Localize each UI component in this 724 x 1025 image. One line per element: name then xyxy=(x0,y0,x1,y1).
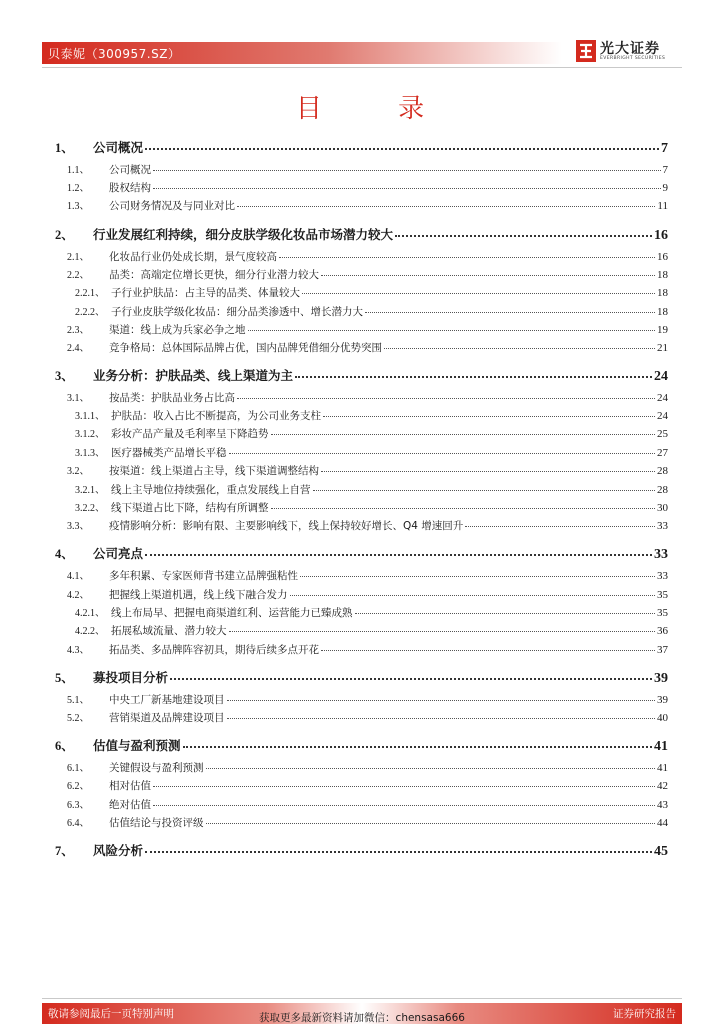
toc-entry[interactable] xyxy=(55,691,668,709)
toc-entry-page: 16 xyxy=(654,228,668,243)
toc-entry-number: 2.4、 xyxy=(67,343,90,354)
toc-entry-page: 7 xyxy=(662,164,668,176)
toc-entry-title: 估值与盈利预测 xyxy=(93,738,181,753)
toc-entry[interactable] xyxy=(55,641,668,659)
toc-entry-page: 24 xyxy=(657,392,668,404)
toc-entry-title: 按渠道：线上渠道占主导，线下渠道调整结构 xyxy=(109,465,319,477)
toc-entry[interactable] xyxy=(55,499,668,517)
toc-entry[interactable] xyxy=(55,604,668,622)
toc-entry-page: 39 xyxy=(657,694,668,706)
dot-leader xyxy=(153,786,655,787)
toc-entry-title: 医疗器械类产品增长平稳 xyxy=(111,447,227,459)
toc-entry-title: 公司亮点 xyxy=(93,546,144,561)
toc-entry[interactable] xyxy=(55,517,668,535)
toc-entry-page: 24 xyxy=(657,410,668,422)
toc-entry-title: 估值结论与投资评级 xyxy=(109,817,204,829)
header-divider xyxy=(42,67,682,68)
toc-entry-number: 2.3、 xyxy=(67,325,90,336)
toc-entry[interactable] xyxy=(55,321,668,339)
toc-entry-number: 4.1、 xyxy=(67,571,90,582)
toc-entry-page: 43 xyxy=(657,799,668,811)
toc-entry[interactable] xyxy=(55,777,668,795)
toc-entry-page: 30 xyxy=(657,502,668,514)
dot-leader xyxy=(229,453,656,454)
dot-leader xyxy=(465,526,655,527)
toc-entry-number: 6.1、 xyxy=(67,763,90,774)
toc-entry-number: 4.2.1、 xyxy=(75,608,105,619)
toc-entry-page: 35 xyxy=(657,589,668,601)
toc-entry-title: 按品类：护肤品业务占比高 xyxy=(109,392,235,404)
toc-entry-title: 拓品类、多品牌阵容初具，期待后续多点开花 xyxy=(109,644,319,656)
toc-entry-number: 7、 xyxy=(55,844,74,858)
toc-entry-title: 股权结构 xyxy=(109,182,151,194)
dot-leader xyxy=(355,613,656,614)
toc-entry[interactable] xyxy=(55,567,668,585)
dot-leader xyxy=(321,650,655,651)
toc-entry-page: 36 xyxy=(657,625,668,637)
toc-entry[interactable] xyxy=(55,425,668,443)
toc-entry-title: 多年积累、专家医师背书建立品牌强粘性 xyxy=(109,570,298,582)
brand-name-en: EVERBRIGHT SECURITIES xyxy=(600,56,666,61)
dot-leader xyxy=(183,746,652,748)
brand-name: 光大证券 xyxy=(600,41,660,57)
toc-entry-number: 4、 xyxy=(55,547,74,561)
dot-leader xyxy=(248,330,656,331)
toc-entry-title: 营销渠道及品牌建设项目 xyxy=(109,712,225,724)
dot-leader xyxy=(206,823,656,824)
toc-entry-title: 渠道：线上成为兵家必争之地 xyxy=(109,324,246,336)
toc-entry-number: 6、 xyxy=(55,739,74,753)
toc-entry[interactable] xyxy=(55,759,668,777)
toc-entry-title: 业务分析：护肤品类、线上渠道为主 xyxy=(93,368,294,383)
toc-entry-page: 33 xyxy=(657,520,668,532)
toc-entry[interactable] xyxy=(55,161,668,179)
dot-leader xyxy=(300,576,655,577)
footer-divider xyxy=(42,998,682,999)
dot-leader xyxy=(323,416,655,417)
dot-leader xyxy=(313,490,656,491)
toc-entry-number: 3.2.2、 xyxy=(75,503,105,514)
report-type: 证券研究报告 xyxy=(613,1008,676,1020)
toc-entry-title: 子行业护肤品：占主导的品类、体量较大 xyxy=(111,287,300,299)
brand-logo xyxy=(576,38,686,66)
toc-entry[interactable] xyxy=(55,481,668,499)
toc-entry-number: 3.3、 xyxy=(67,521,90,532)
toc-entry-page: 9 xyxy=(662,182,668,194)
toc-entry-page: 37 xyxy=(657,644,668,656)
toc-entry-number: 3.1.3、 xyxy=(75,448,105,459)
toc-entry-number: 3.1.2、 xyxy=(75,429,105,440)
brand-logo-icon xyxy=(576,40,596,62)
toc-entry-number: 2.2、 xyxy=(67,270,90,281)
toc-entry[interactable] xyxy=(55,138,668,156)
dot-leader xyxy=(170,678,652,680)
toc-entry-page: 45 xyxy=(654,844,668,859)
toc-entry-title: 公司财务情况及与同业对比 xyxy=(109,200,235,212)
toc-entry[interactable] xyxy=(55,709,668,727)
toc-entry[interactable] xyxy=(55,444,668,462)
toc-entry-title: 相对估值 xyxy=(109,780,151,792)
toc-entry-number: 3.2、 xyxy=(67,466,90,477)
toc-entry[interactable] xyxy=(55,284,668,302)
toc-entry[interactable] xyxy=(55,796,668,814)
toc-entry-page: 33 xyxy=(657,570,668,582)
footer-contact: 获取更多最新资料请加微信：chensasa666 xyxy=(259,1012,465,1024)
toc-entry-title: 品类：高端定位增长更快，细分行业潜力较大 xyxy=(109,269,319,281)
toc-entry-page: 39 xyxy=(654,671,668,686)
toc-entry-page: 42 xyxy=(657,780,668,792)
toc-entry-title: 公司概况 xyxy=(109,164,151,176)
toc-entry-title: 竞争格局：总体国际品牌占优，国内品牌凭借细分优势突围 xyxy=(109,342,382,354)
dot-leader xyxy=(295,376,652,378)
toc-entry-number: 1、 xyxy=(55,141,74,155)
toc-entry[interactable] xyxy=(55,814,668,832)
toc-entry-number: 1.1、 xyxy=(67,165,90,176)
toc-entry-number: 3、 xyxy=(55,369,74,383)
toc-entry-title: 护肤品：收入占比不断提高，为公司业务支柱 xyxy=(111,410,321,422)
toc-entry-page: 18 xyxy=(657,287,668,299)
toc-entry[interactable] xyxy=(55,266,668,284)
toc-entry-page: 18 xyxy=(657,306,668,318)
toc-entry-title: 公司概况 xyxy=(93,140,144,155)
toc-entry[interactable] xyxy=(55,248,668,266)
toc-entry-page: 28 xyxy=(657,484,668,496)
toc-entry-number: 2.1、 xyxy=(67,252,90,263)
toc-entry[interactable] xyxy=(55,197,668,215)
toc-entry-title: 关键假设与盈利预测 xyxy=(109,762,204,774)
toc-entry-title: 风险分析 xyxy=(93,843,144,858)
toc-entry-title: 化妆品行业仍处成长期，景气度较高 xyxy=(109,251,277,263)
toc-entry-title: 线下渠道占比下降，结构有所调整 xyxy=(111,502,269,514)
toc-entry-number: 4.3、 xyxy=(67,645,90,656)
stock-label: 贝泰妮（300957.SZ） xyxy=(48,47,181,61)
toc-entry-page: 16 xyxy=(657,251,668,263)
toc-entry-title: 中央工厂新基地建设项目 xyxy=(109,694,225,706)
dot-leader xyxy=(321,275,655,276)
toc-entry-number: 5、 xyxy=(55,671,74,685)
toc-entry-number: 2.2.1、 xyxy=(75,288,105,299)
toc-entry-title: 把握线上渠道机遇，线上线下融合发力 xyxy=(109,589,288,601)
toc-entry-page: 28 xyxy=(657,465,668,477)
toc-entry-number: 6.2、 xyxy=(67,781,90,792)
dot-leader xyxy=(321,471,655,472)
toc-entry-title: 子行业皮肤学级化妆品：细分品类渗透中、增长潜力大 xyxy=(111,306,363,318)
dot-leader xyxy=(384,348,655,349)
toc-entry-title: 行业发展红利持续，细分皮肤学级化妆品市场潜力较大 xyxy=(93,227,394,242)
toc-entry-number: 3.2.1、 xyxy=(75,485,105,496)
toc-entry-page: 40 xyxy=(657,712,668,724)
toc-entry-number: 4.2、 xyxy=(67,590,90,601)
toc-entry-title: 绝对估值 xyxy=(109,799,151,811)
toc-entry-page: 7 xyxy=(661,141,668,156)
dot-leader xyxy=(206,768,656,769)
dot-leader xyxy=(279,257,655,258)
toc-entry-number: 5.1、 xyxy=(67,695,90,706)
dot-leader xyxy=(395,235,652,237)
dot-leader xyxy=(365,312,655,313)
toc-entry[interactable] xyxy=(55,303,668,321)
dot-leader xyxy=(302,293,655,294)
toc-entry-number: 3.1、 xyxy=(67,393,90,404)
toc-entry-page: 27 xyxy=(657,447,668,459)
dot-leader xyxy=(237,206,655,207)
toc-entry-title: 彩妆产品产量及毛利率呈下降趋势 xyxy=(111,428,269,440)
toc-entry-number: 2、 xyxy=(55,228,74,242)
toc-entry[interactable] xyxy=(55,389,668,407)
toc-entry[interactable] xyxy=(55,841,668,859)
toc-entry[interactable] xyxy=(55,407,668,425)
toc-entry-page: 25 xyxy=(657,428,668,440)
toc-entry-number: 4.2.2、 xyxy=(75,626,105,637)
dot-leader xyxy=(290,595,656,596)
toc-entry-number: 5.2、 xyxy=(67,713,90,724)
toc-entry-number: 1.3、 xyxy=(67,201,90,212)
dot-leader xyxy=(229,631,656,632)
toc-entry[interactable] xyxy=(55,586,668,604)
page-title: 目 录 xyxy=(295,94,459,124)
toc-entry-page: 33 xyxy=(654,547,668,562)
toc-entry-page: 44 xyxy=(657,817,668,829)
toc-entry-page: 19 xyxy=(657,324,668,336)
dot-leader xyxy=(271,508,656,509)
toc-entry-title: 募投项目分析 xyxy=(93,670,169,685)
toc-entry-page: 18 xyxy=(657,269,668,281)
toc-entry[interactable] xyxy=(55,736,668,754)
toc-entry-page: 11 xyxy=(657,200,668,212)
toc-entry-page: 41 xyxy=(657,762,668,774)
toc-entry-page: 24 xyxy=(654,369,668,384)
toc-entry-number: 1.2、 xyxy=(67,183,90,194)
toc-entry[interactable] xyxy=(55,462,668,480)
toc-entry-page: 35 xyxy=(657,607,668,619)
toc-entry-title: 拓展私域流量、潜力较大 xyxy=(111,625,227,637)
toc-entry[interactable] xyxy=(55,622,668,640)
toc-entry[interactable] xyxy=(55,179,668,197)
toc-entry[interactable] xyxy=(55,225,668,243)
dot-leader xyxy=(145,554,652,556)
toc-entry-title: 疫情影响分析：影响有限、主要影响线下，线上保持较好增长、Q4 增速回升 xyxy=(109,520,464,532)
toc-entry[interactable] xyxy=(55,668,668,686)
toc-entry-title: 线上布局早、把握电商渠道红利、运营能力已臻成熟 xyxy=(111,607,353,619)
dot-leader xyxy=(227,718,656,719)
toc-entry-title: 线上主导地位持续强化，重点发展线上自营 xyxy=(111,484,311,496)
toc-entry[interactable] xyxy=(55,366,668,384)
disclaimer-note: 敬请参阅最后一页特别声明 xyxy=(48,1008,174,1020)
dot-leader xyxy=(271,434,656,435)
toc-entry-number: 2.2.2、 xyxy=(75,307,105,318)
dot-leader xyxy=(153,188,661,189)
toc-entry-number: 3.1.1、 xyxy=(75,411,105,422)
dot-leader xyxy=(145,851,652,853)
dot-leader xyxy=(153,805,655,806)
dot-leader xyxy=(153,170,661,171)
dot-leader xyxy=(227,700,656,701)
dot-leader xyxy=(145,148,659,150)
toc-entry-page: 21 xyxy=(657,342,668,354)
toc-entry[interactable] xyxy=(55,339,668,357)
toc-entry-page: 41 xyxy=(654,739,668,754)
toc-entry-number: 6.3、 xyxy=(67,800,90,811)
toc-entry-number: 6.4、 xyxy=(67,818,90,829)
toc-entry[interactable] xyxy=(55,544,668,562)
dot-leader xyxy=(237,398,655,399)
